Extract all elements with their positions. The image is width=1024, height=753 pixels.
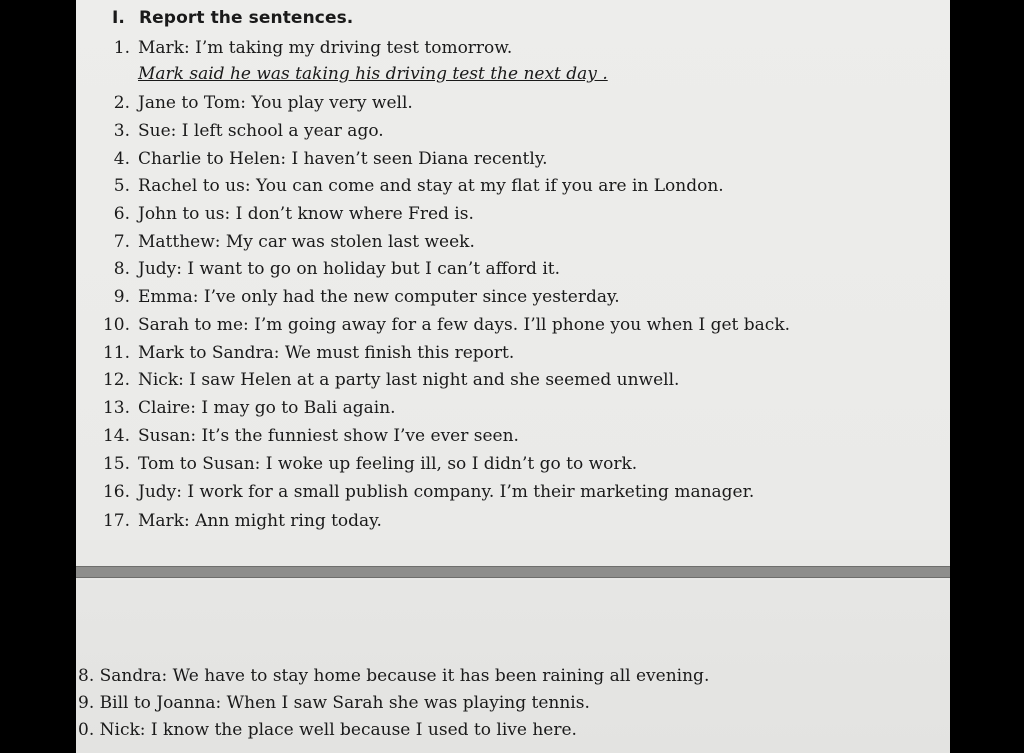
list-item: 2. Jane to Tom: You play very well. (113, 93, 413, 113)
list-item: 12. Nick: I saw Helen at a party last night and she seemed unwell. (102, 370, 680, 390)
list-item: 9. Emma: I’ve only had the new computer since yesterday. (113, 287, 620, 307)
list-item: 3. Sue: I left school a year ago. (113, 121, 384, 141)
list-item: 5. Rachel to us: You can come and stay at my flat if you are in London. (113, 176, 724, 196)
list-item: 11. Mark to Sandra: We must finish this report. (102, 343, 515, 363)
list-item: 8. Sandra: We have to stay home because it has been raining all evening. (78, 666, 710, 686)
list-item: 15. Tom to Susan: I woke up feeling ill, so I didn’t go to work. (102, 454, 638, 474)
list-item: 9. Bill to Joanna: When I saw Sarah she was playing tennis. (78, 693, 590, 713)
section-number: I. (112, 8, 125, 28)
list-item: 17. Mark: Ann might ring today. (102, 511, 382, 531)
section-title: Report the sentences. (138, 8, 354, 28)
list-item: 10. Sarah to me: I’m going away for a few days. I’ll phone you when I get back. (102, 315, 791, 335)
list-item: 16. Judy: I work for a small publish company. I’m their marketing manager. (102, 482, 755, 502)
list-item: 14. Susan: It’s the funniest show I’ve ever seen. (102, 426, 519, 446)
page-divider (76, 566, 950, 578)
list-item: 7. Matthew: My car was stolen last week. (113, 232, 475, 252)
section-heading (112, 8, 353, 28)
list-item: 1. Mark: I’m taking my driving test tomorrow. (113, 38, 513, 58)
example-answer: Mark said he was taking his driving test the next day . (138, 64, 608, 84)
list-item: 8. Judy: I want to go on holiday but I can’t afford it. (113, 259, 560, 279)
list-item: 13. Claire: I may go to Bali again. (102, 398, 396, 418)
list-item: 4. Charlie to Helen: I haven’t seen Diana recently. (113, 149, 548, 169)
list-item: 0. Nick: I know the place well because I used to live here. (78, 720, 577, 740)
list-item: 6. John to us: I don’t know where Fred is. (113, 204, 474, 224)
